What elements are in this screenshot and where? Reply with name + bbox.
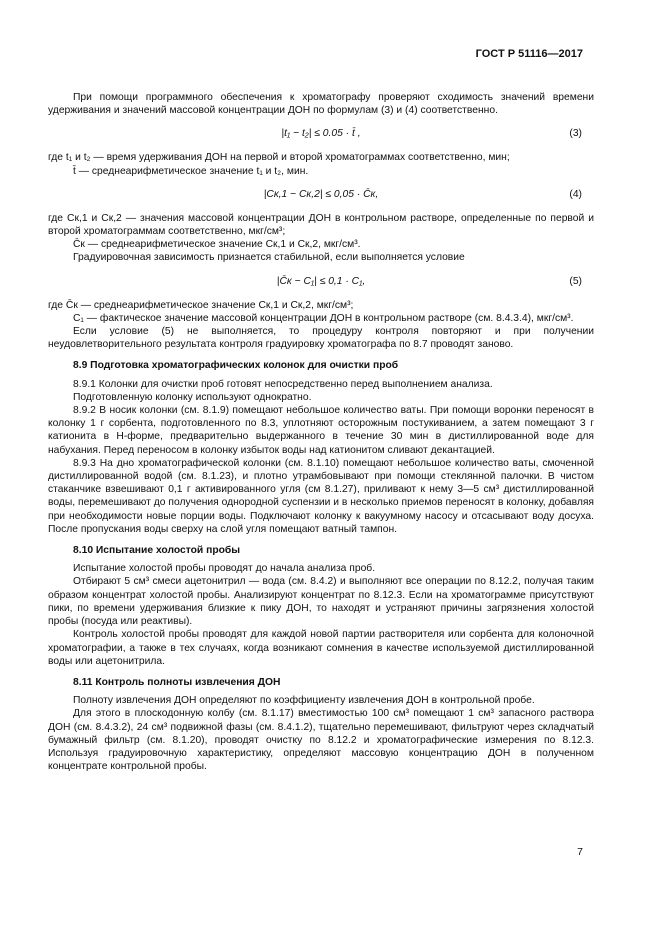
formula-3 [48,127,594,141]
page-number: 7 [577,846,583,858]
section-heading-8-9: 8.9 Подготовка хроматографических колонок для очистки проб [73,360,399,372]
formula-5 [48,275,594,289]
paragraph: Подготовленную колонку используют однократно. [73,391,312,403]
paragraph: Для этого в плоскодонную колбу (см. 8.1.17) вместимостью 100 см³ помещают 1 см³ запасного раствора ДОН (см. 8.4.3.2), 24 см³ подвижной фазы (см. 8.4.1.2), тщательно перемешивают, фильтруют через складчатый бумажный фильтр (см. 8.1.20), проводят очистку по 8.12.2 и хроматографические измерения по 8.12.3. Используя градуировочную характеристику, определяют массовую концентрацию ДОН в полученном концентрате контрольной пробы. [48,708,594,773]
section-heading-8-10: 8.10 Испытание холостой пробы [73,545,241,557]
formula-number: (4) [569,188,582,200]
paragraph: При помощи программного обеспечения к хроматографу проверяют сходимость значений времени удерживания и значений массовой концентрации ДОН по формулам (3) и (4) соответственно. [48,92,594,117]
section-heading-8-11: 8.11 Контроль полноты извлечения ДОН [73,676,281,688]
where-clause: где Cк,1 и Cк,2 — значения массовой концентрации ДОН в контрольном растворе, определенные по первой и второй хроматограммам соответственно, мкг/см³; [48,212,594,238]
paragraph: 8.9.3 На дно хроматографической колонки (см. 8.1.10) помещают небольшое количество ваты, смоченной дистиллированной водой (см. 8.1.23), и плотно утрамбовывают при помощи стеклянной палочки. В чистом стаканчике взвешивают 0,1 г активированного угля (см 8.1.27), приливают к нему 3—5 см³ дистиллированной воды, перемешивают до получения однородной суспензии и в несколько приемов переносят в колонку, добавляя при необходимости новые порции воды. Подключают колонку к вакуумному насосу и отсасывают воду досуха. После пропускания воды сверху на слой угля помещают ватный тампон. [48,457,594,535]
formula-expression: |C̄к − C₁| ≤ 0,1 · C₁, [276,275,366,287]
where-clause: где t₁ и t₂ — время удерживания ДОН на первой и второй хроматограммах соответственно, мин; [48,152,510,164]
formula-number: (3) [569,128,582,140]
paragraph: Если условие (5) не выполняется, то процедуру контроля повторяют и при получении неудовлетворительного результата контроля градуировку хроматографа по 8.7 проводят заново. [48,326,594,351]
document-body [48,91,594,773]
where-clause: где C̄к — среднеарифметическое значение Cк,1 и Cк,2, мкг/см³; [48,299,354,311]
paragraph: Контроль холостой пробы проводят для каждой новой партии растворителя или сорбента для колоночной хроматографии, а также в тех случаях, когда возникают сомнения в качестве используемой дистиллированной воды или ацетонитрила. [48,629,594,667]
paragraph: Испытание холостой пробы проводят до начала анализа проб. [73,563,376,575]
paragraph: 8.9.2 В носик колонки (см. 8.1.9) помещают небольшое количество ваты. При помощи воронки переносят в колонку 1 г сорбента, подготовленного по 8.3, уплотняют осторожным постукиванием, а затем помещают 3 г катионита в Н-форме, предварительно выдержанного в течение 30 мин в дистиллированной воде для набухания. Перед переносом в колонку избыток воды над катионитом сливают декантацией. [48,405,594,456]
where-clause: C̄к — среднеарифметическое значение Cк,1 и Cк,2, мкг/см³. [73,239,361,251]
paragraph: Отбирают 5 см³ смеси ацетонитрил — вода (см. 8.4.2) и выполняют все операции по 8.12.2, получая таким образом концентрат холостой пробы. Анализируют концентрат по 8.12.3. Если на хроматограмме присутствуют пики, по времени удерживания близкие к пику ДОН, то находят и устраняют причины загрязнения холостой пробы (посуда или реактивы). [48,576,594,628]
paragraph: 8.9.1 Колонки для очистки проб готовят непосредственно перед выполнением анализа. [73,378,493,390]
paragraph: Градуировочная зависимость признается стабильной, если выполняется условие [73,252,465,264]
formula-expression: |t₁ − t₂| ≤ 0.05 · t̄ , [281,128,361,140]
where-clause: t̄ — среднеарифметическое значение t₁ и t₂, мин. [73,165,309,177]
formula-4 [48,188,594,202]
paragraph: Полноту извлечения ДОН определяют по коэффициенту извлечения ДОН в контрольной пробе. [73,695,535,707]
formula-expression: |Cк,1 − Cк,2| ≤ 0,05 · C̄к, [263,188,379,200]
where-clause: C₁ — фактическое значение массовой концентрации ДОН в контрольном растворе (см. 8.4.3.4), мкг/см³. [73,312,574,324]
formula-number: (5) [569,275,582,287]
document-header: ГОСТ Р 51116—2017 [475,48,583,60]
